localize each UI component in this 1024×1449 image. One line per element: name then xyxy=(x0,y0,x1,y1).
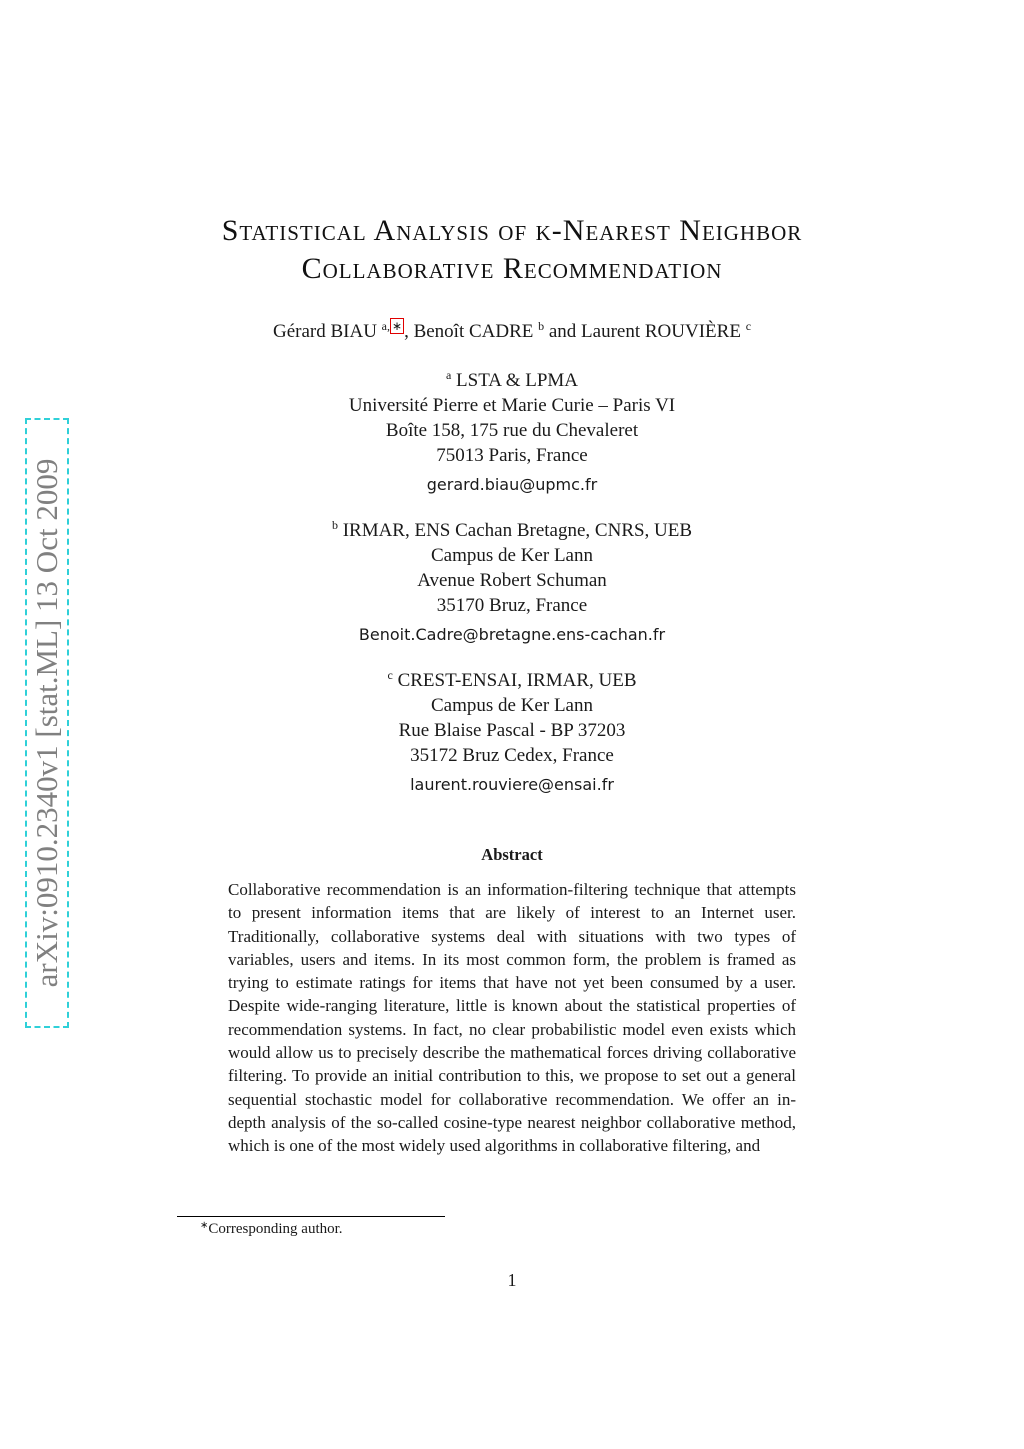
author-cadre: , Benoît CADRE xyxy=(404,321,539,342)
footnote-marker: ∗ xyxy=(200,1220,209,1231)
affiliation-b-line: Avenue Robert Schuman xyxy=(417,570,607,591)
author-cadre-affil: b xyxy=(538,319,545,333)
affiliation-a-line: Boîte 158, 175 rue du Chevaleret xyxy=(385,420,639,441)
paper-title xyxy=(130,212,894,288)
author-rouviere: and Laurent ROUVIÈRE xyxy=(544,321,746,342)
affiliation-c-line: 35172 Bruz Cedex, France xyxy=(410,745,614,766)
affiliation-a-email[interactable]: gerard.biau@upmc.fr xyxy=(426,475,598,494)
affiliation-b-name: $^b$ IRMAR, ENS Cachan Bretagne, CNRS, UEB xyxy=(331,518,693,541)
author-rouviere-affil: c xyxy=(745,319,752,333)
author-biau: Gérard BIAU xyxy=(272,321,382,342)
affiliation-b-line: Campus de Ker Lann xyxy=(431,545,593,566)
footnote-text: Corresponding author. xyxy=(208,1221,343,1237)
footnote-link[interactable]: ∗ xyxy=(392,319,403,333)
affiliation-c-email[interactable]: laurent.rouviere@ensai.fr xyxy=(410,775,614,794)
affiliation-b-email[interactable]: Benoit.Cadre@bretagne.ens-cachan.fr xyxy=(358,625,666,644)
page-number: 1 xyxy=(507,1270,517,1290)
affiliation-c xyxy=(130,668,894,797)
title-line-1: Statistical Analysis of k-Nearest Neighbor xyxy=(221,214,803,247)
abstract-body: Collaborative recommendation is an information-filtering technique that attempts to present information items that are likely of interest to an Internet user. Traditionally, collaborative systems deal with situations with two types of variables, users and items. In its most common form, the problem is framed as trying to estimate ratings for items that have not yet been consumed by a user. Despite wide-ranging literature, little is known about the statistical properties of recommendation systems. In fact, no clear probabilistic model even exists which would allow us to precisely describe the mathematical forces driving collaborative filtering. To provide an initial contribution to this, we propose to set out a general sequential stochastic model for collaborative recommendation. We offer an in-depth analysis of the so-called cosine-type nearest neighbor collaborative method, which is one of the most widely used algorithms in collaborative filtering, and xyxy=(228,880,796,1156)
affiliation-b xyxy=(130,518,894,647)
affiliation-b-line: 35170 Bruz, France xyxy=(436,595,588,616)
abstract-heading: Abstract xyxy=(481,845,543,864)
affiliation-a-name: $^a$ LSTA & LPMA xyxy=(445,368,579,391)
affiliation-a-line: Université Pierre et Marie Curie – Paris VI xyxy=(348,395,676,416)
title-line-2: Collaborative Recommendation xyxy=(301,252,723,285)
affiliation-b-marker: b xyxy=(331,518,338,532)
affiliation-c-marker: c xyxy=(387,668,393,682)
affiliation-c-name: $^c$ CREST-ENSAI, IRMAR, UEB xyxy=(387,668,637,691)
affiliation-a-marker: a xyxy=(445,368,452,382)
footnote-rule xyxy=(177,1216,445,1217)
affiliation-a-line: 75013 Paris, France xyxy=(436,445,588,466)
arxiv-stamp[interactable]: arXiv:0910.2340v1 [stat.ML] 13 Oct 2009 xyxy=(29,458,64,988)
affiliation-c-line: Campus de Ker Lann xyxy=(431,695,593,716)
affiliation-a xyxy=(130,368,894,497)
author-list xyxy=(130,318,894,345)
affiliation-c-line: Rue Blaise Pascal - BP 37203 xyxy=(398,720,626,741)
footnote xyxy=(200,1221,343,1238)
author-biau-affil: a, ∗ xyxy=(381,319,403,333)
